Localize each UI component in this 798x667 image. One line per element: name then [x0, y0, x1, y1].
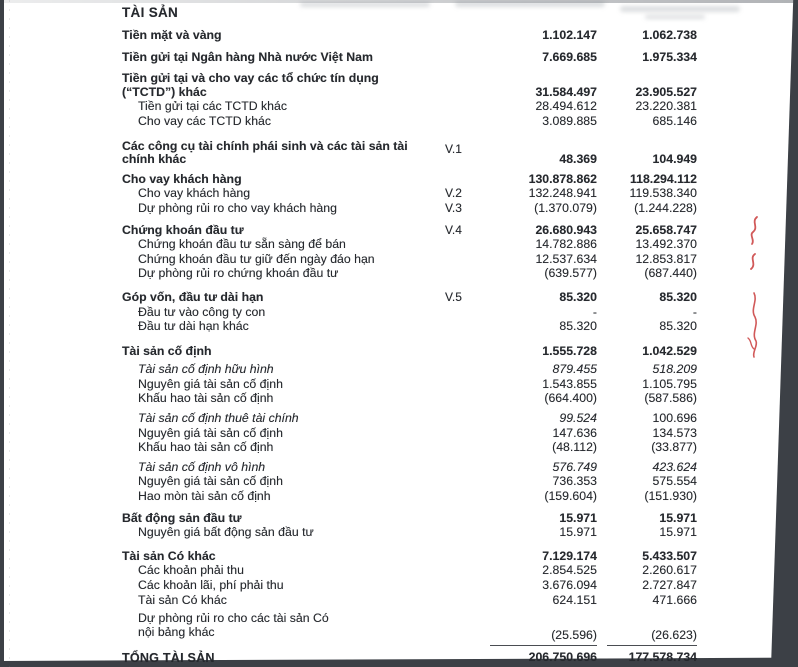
- row-value-current: 1.102.147: [542, 28, 597, 42]
- row-label: Tài sản Có khác: [122, 548, 216, 563]
- row-value-prior: 134.573: [652, 425, 697, 440]
- row-value-prior: (151.930): [644, 489, 697, 504]
- table-row: [122, 378, 700, 392]
- row-label: Chứng khoán đầu tư sẵn sàng để bán: [138, 237, 346, 252]
- row-value-prior: 2.727.847: [642, 578, 697, 592]
- table-row: [122, 100, 700, 114]
- row-value-prior: 1.062.738: [642, 28, 697, 42]
- row-value-prior: 5.433.507: [642, 548, 697, 563]
- row-value-prior: (26.623): [607, 629, 697, 647]
- row-value-current: 12.537.634: [535, 251, 597, 266]
- row-label: Chứng khoán đầu tư: [122, 222, 244, 237]
- row-value-current: 15.971: [559, 510, 597, 525]
- row-label: Bất động sản đầu tư: [122, 510, 242, 525]
- row-value-current: 3.089.885: [542, 113, 597, 128]
- asset-table-rows: [122, 29, 700, 646]
- row-value-current: 1.543.855: [542, 376, 597, 391]
- table-row: [122, 579, 700, 593]
- table-row: [122, 441, 700, 455]
- row-label: Đầu tư dài hạn khác: [138, 319, 249, 334]
- row-value-prior: 423.624: [652, 459, 697, 474]
- row-value-current: 3.676.094: [542, 578, 597, 592]
- row-value-current: (25.596): [490, 629, 597, 647]
- table-row: [122, 475, 700, 489]
- row-value-current: (639.577): [544, 266, 597, 281]
- row-label: Khấu hao tài sản cố định: [138, 440, 274, 455]
- row-label: Nguyên giá tài sản cố định: [138, 376, 283, 391]
- row-value-current: 7.669.685: [542, 49, 597, 64]
- row-note-ref: V.1: [445, 141, 462, 156]
- row-value-current: 14.782.886: [535, 237, 597, 252]
- table-row: [122, 461, 700, 475]
- row-label: Nguyên giá bất động sản đầu tư: [138, 525, 314, 540]
- row-value-current: 15.971: [559, 525, 597, 540]
- table-row: [122, 345, 700, 359]
- page-title: TÀI SẢN: [122, 5, 179, 20]
- table-row: [122, 512, 700, 526]
- row-value-current: 31.584.497: [535, 84, 597, 99]
- row-note-ref: V.4: [445, 222, 462, 237]
- table-row: [122, 29, 700, 43]
- row-value-current: 576.749: [552, 459, 597, 474]
- row-label: Nguyên giá tài sản cố định: [138, 425, 283, 440]
- handwritten-red-mark: [742, 213, 768, 363]
- row-label: Góp vốn, đầu tư dài hạn: [122, 289, 264, 304]
- row-value-prior: 15.971: [659, 510, 697, 525]
- row-value-prior: 85.320: [659, 319, 697, 334]
- row-label: Tài sản cố định hữu hình: [138, 362, 274, 377]
- row-value-current: 130.878.862: [528, 171, 597, 186]
- table-row: [122, 140, 700, 167]
- row-value-prior: (33.877): [651, 440, 697, 455]
- table-row: [122, 392, 700, 406]
- table-row: [122, 427, 700, 441]
- row-value-prior: 1.975.334: [642, 49, 697, 64]
- table-row: [122, 320, 700, 334]
- row-value-prior: 118.294.112: [629, 171, 697, 186]
- scan-margin-line: [9, 0, 10, 667]
- row-label: Các công cụ tài chính phái sinh và các tài sản tài chính khác: [122, 138, 408, 167]
- row-label: Tài sản cố định vô hình: [138, 459, 266, 474]
- row-value-prior: 23.220.381: [635, 99, 697, 114]
- row-value-current: -: [592, 304, 597, 319]
- table-row: [122, 594, 700, 608]
- scan-edge-right: [768, 0, 798, 667]
- row-value-prior: 25.658.747: [635, 222, 697, 237]
- row-value-current: (664.400): [544, 391, 597, 406]
- row-value-prior: 685.146: [652, 113, 697, 128]
- table-row: [122, 115, 700, 129]
- row-value-prior: 100.696: [652, 411, 697, 426]
- table-row: [122, 363, 700, 377]
- table-row: [122, 550, 700, 564]
- row-value-prior: 85.320: [659, 289, 697, 304]
- row-value-prior: 575.554: [652, 474, 697, 489]
- row-label: Các khoản lãi, phí phải thu: [138, 578, 284, 592]
- row-value-current: 624.151: [552, 592, 597, 607]
- row-label: Khấu hao tài sản cố định: [138, 391, 274, 406]
- table-row: [122, 202, 700, 216]
- total-label: TỔNG TÀI SẢN: [122, 651, 215, 666]
- table-row-total: [122, 651, 700, 667]
- row-value-prior: 23.905.527: [635, 84, 697, 99]
- row-value-prior: 518.209: [652, 362, 697, 377]
- row-value-prior: 13.492.370: [635, 237, 697, 252]
- row-label: Tiền gửi tại các TCTD khác: [138, 99, 288, 114]
- table-row: [122, 224, 700, 238]
- row-label: Cho vay khách hàng: [122, 171, 242, 186]
- row-value-current: 7.129.174: [542, 548, 597, 563]
- row-label: Chứng khoán đầu tư giữ đến ngày đáo hạn: [138, 251, 375, 266]
- row-label: Dự phòng rủi ro chứng khoán đầu tư: [138, 266, 339, 281]
- row-value-current: (1.370.079): [534, 200, 597, 215]
- row-value-current: 85.320: [559, 289, 597, 304]
- row-label: Nguyên giá tài sản cố định: [138, 474, 283, 489]
- row-note-ref: V.2: [445, 186, 462, 201]
- scan-edge-left: [0, 0, 4, 667]
- row-label: Tiền mặt và vàng: [122, 28, 222, 42]
- table-row: [122, 490, 700, 504]
- row-label: Tài sản cố định: [122, 343, 212, 358]
- table-row: [122, 291, 700, 305]
- table-row: [122, 612, 700, 646]
- row-value-current: (48.112): [552, 440, 597, 455]
- row-value-prior: 104.949: [652, 152, 697, 167]
- row-value-current: (159.604): [544, 489, 597, 504]
- row-value-current: 48.369: [559, 152, 597, 167]
- row-label: Hao mòn tài sản cố định: [138, 489, 271, 504]
- row-value-prior: (587.586): [644, 391, 697, 406]
- row-value-current: 147.636: [552, 425, 597, 440]
- table-row: [122, 526, 700, 540]
- row-label: Tài sản cố định thuê tài chính: [138, 411, 299, 426]
- table-row: [122, 253, 700, 267]
- total-value-current: 206.750.696: [490, 651, 597, 667]
- row-value-prior: 12.853.817: [635, 251, 697, 266]
- row-value-prior: 2.260.617: [642, 563, 697, 578]
- row-value-prior: 471.666: [652, 592, 697, 607]
- row-label: Tiền gửi tại Ngân hàng Nhà nước Việt Nam: [122, 49, 373, 64]
- table-row: [122, 238, 700, 252]
- row-label: Tiền gửi tại và cho vay các tổ chức tín dụng (“TCTD”) khác: [122, 71, 379, 99]
- row-value-prior: 119.538.340: [629, 186, 697, 201]
- table-row: [122, 51, 700, 65]
- row-label: Các khoản phải thu: [138, 563, 244, 578]
- row-label: Cho vay khách hàng: [138, 186, 251, 201]
- row-value-current: 99.524: [559, 411, 597, 426]
- row-label: Cho vay các TCTD khác: [138, 113, 272, 128]
- row-value-current: 879.455: [552, 362, 597, 377]
- row-value-current: 2.854.525: [542, 563, 597, 578]
- row-value-current: 26.680.943: [535, 222, 597, 237]
- row-note-ref: V.3: [445, 200, 462, 215]
- row-value-prior: 1.105.795: [642, 376, 697, 391]
- row-value-current: 1.555.728: [542, 343, 597, 358]
- row-label: Đầu tư vào công ty con: [138, 304, 266, 319]
- row-value-prior: (1.244.228): [634, 200, 697, 215]
- row-value-prior: 15.971: [659, 525, 697, 540]
- asset-table: [122, 5, 700, 667]
- table-row: [122, 412, 700, 426]
- row-label: Tài sản Có khác: [138, 592, 227, 607]
- table-row: [122, 72, 700, 99]
- table-row: [122, 173, 700, 187]
- row-value-current: 132.248.941: [528, 186, 597, 201]
- total-value-prior: 177.578.734: [607, 651, 697, 667]
- table-row: [122, 564, 700, 578]
- row-note-ref: V.5: [445, 289, 462, 304]
- row-label: Dự phòng rủi ro cho các tài sản Có nội bảng khác: [138, 611, 329, 639]
- row-value-prior: -: [692, 304, 697, 319]
- row-value-current: 28.494.612: [535, 99, 597, 114]
- row-value-prior: (687.440): [644, 266, 697, 281]
- row-label: Dự phòng rủi ro cho vay khách hàng: [138, 200, 337, 215]
- table-row: [122, 306, 700, 320]
- table-row: [122, 187, 700, 201]
- row-value-prior: 1.042.529: [642, 343, 697, 358]
- row-value-current: 736.353: [552, 474, 597, 489]
- row-value-current: 85.320: [559, 319, 597, 334]
- table-row: [122, 267, 700, 281]
